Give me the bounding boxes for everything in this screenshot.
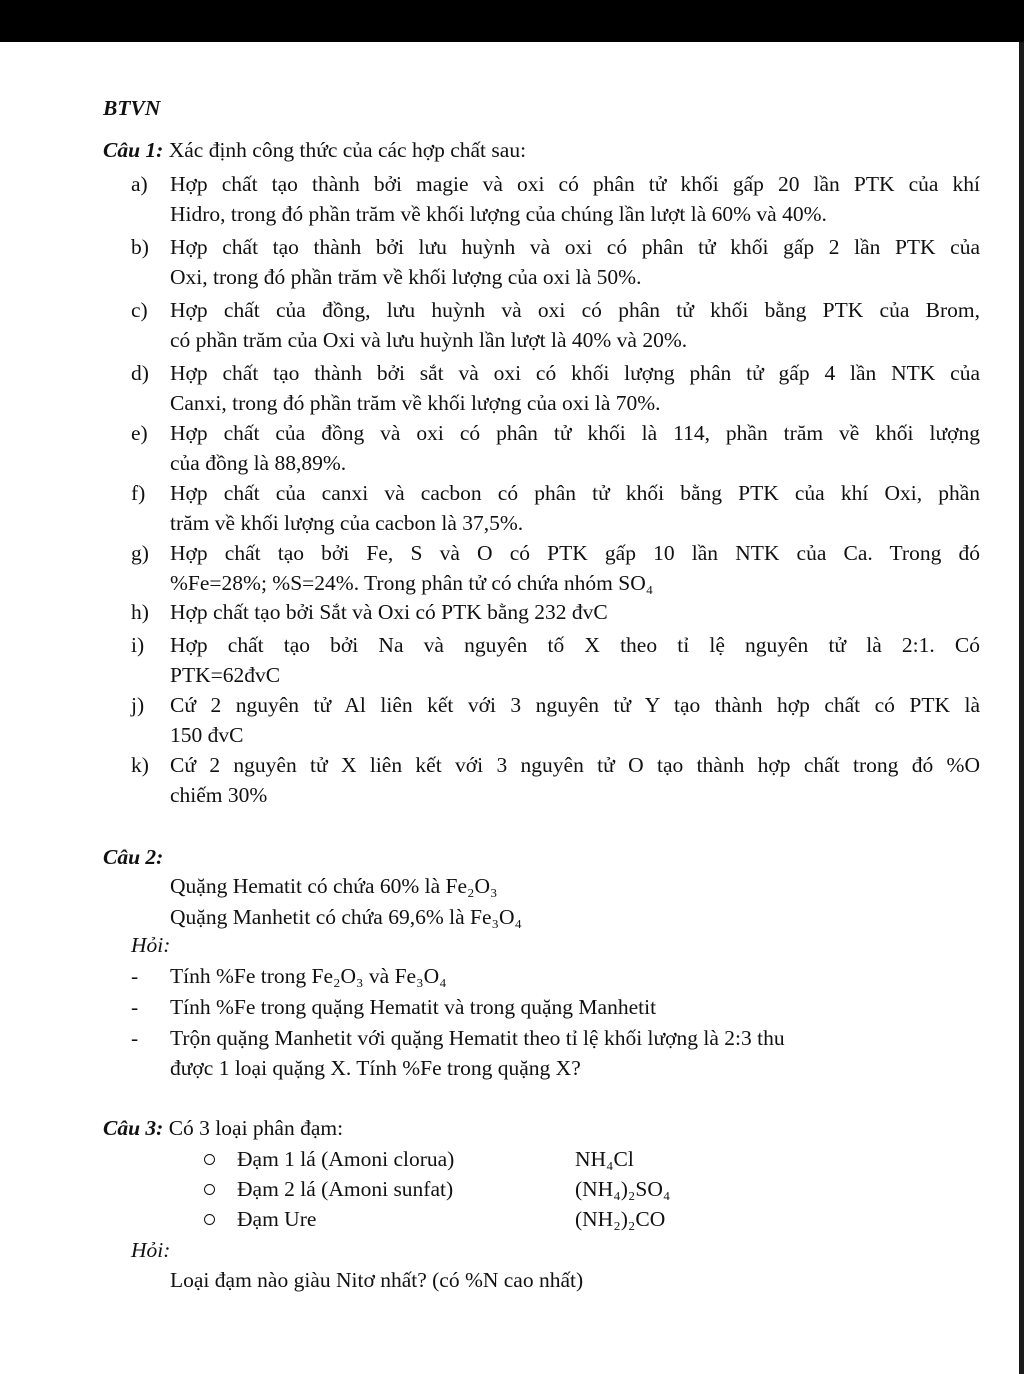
item-text-line-1: Hợp chất tạo thành bởi lưu huỳnh và oxi có phân tử khối gấp 2 lần PTK của xyxy=(170,235,980,259)
top-black-bar xyxy=(0,0,1024,42)
fertilizer-formula: (NH₂)₂CO xyxy=(575,1207,666,1231)
fertilizer-name: Đạm 1 lá (Amoni clorua) xyxy=(237,1147,455,1171)
item-key: b) xyxy=(131,235,149,259)
question-2-bullet: Trộn quặng Manhetit với quặng Hematit theo tỉ lệ khối lượng là 2:3 thu xyxy=(170,1026,785,1050)
item-text-line-2: có phần trăm của Oxi và lưu huỳnh lần lượt là 40% và 20%. xyxy=(170,328,688,352)
fertilizer-name: Đạm 2 lá (Amoni sunfat) xyxy=(237,1177,454,1201)
question-2-label: Câu 2: xyxy=(103,845,164,869)
question-3-heading xyxy=(103,1114,343,1142)
item-key: d) xyxy=(131,361,149,385)
fertilizer-formula: (NH₄)₂SO₄ xyxy=(575,1177,671,1201)
question-3-prompt: Có 3 loại phân đạm: xyxy=(168,1116,344,1140)
item-text-line-1: Hợp chất tạo thành bởi sắt và oxi có khối lượng phân tử gấp 4 lần NTK của xyxy=(170,361,980,385)
item-text-line-2: chiếm 30% xyxy=(170,783,268,807)
item-key: c) xyxy=(131,298,148,322)
item-key: i) xyxy=(131,633,145,657)
item-text-line-1: Cứ 2 nguyên tử Al liên kết với 3 nguyên tử Y tạo thành hợp chất có PTK là xyxy=(170,693,980,717)
question-3-question: Loại đạm nào giàu Nitơ nhất? (có %N cao nhất) xyxy=(170,1268,584,1292)
bullet-dash: - xyxy=(131,1026,139,1050)
item-text-line-2: PTK=62đvC xyxy=(170,663,281,687)
item-text-line-2: %Fe=28%; %S=24%. Trong phân tử có chứa nhóm SO₄ xyxy=(170,571,654,595)
question-3-ask: Hỏi: xyxy=(131,1238,171,1262)
item-key: k) xyxy=(131,753,149,777)
hematit-line: Quặng Hematit có chứa 60% là Fe₂O₃ xyxy=(170,874,498,898)
question-1-label: Câu 1: xyxy=(103,138,164,162)
circle-bullet-icon xyxy=(204,1154,215,1165)
item-text-line-2: Hidro, trong đó phần trăm về khối lượng của chúng lần lượt là 60% và 40%. xyxy=(170,202,827,226)
item-key: j) xyxy=(131,693,145,717)
question-2-ask: Hỏi: xyxy=(131,933,171,957)
question-2-bullet-continuation: được 1 loại quặng X. Tính %Fe trong quặng X? xyxy=(170,1056,581,1080)
item-text-line-2: của đồng là 88,89%. xyxy=(170,451,347,475)
item-text-line-1: Hợp chất của đồng và oxi có phân tử khối là 114, phần trăm về khối lượng xyxy=(170,421,980,445)
item-text-line-2: Oxi, trong đó phần trăm về khối lượng của oxi là 50%. xyxy=(170,265,642,289)
circle-bullet-icon xyxy=(204,1214,215,1225)
question-1-heading xyxy=(103,136,526,164)
item-key: f) xyxy=(131,481,146,505)
manhetit-line: Quặng Manhetit có chứa 69,6% là Fe₃O₄ xyxy=(170,905,523,929)
question-2-bullet: Tính %Fe trong Fe₂O₃ và Fe₃O₄ xyxy=(170,964,447,988)
page-title: BTVN xyxy=(103,96,161,120)
question-1-prompt: Xác định công thức của các hợp chất sau: xyxy=(168,138,527,162)
item-text-line-1: Hợp chất tạo bởi Na và nguyên tố X theo tỉ lệ nguyên tử là 2:1. Có xyxy=(170,633,980,657)
item-key: g) xyxy=(131,541,149,565)
circle-bullet-icon xyxy=(204,1184,215,1195)
item-key: a) xyxy=(131,172,148,196)
item-key: e) xyxy=(131,421,148,445)
fertilizer-name: Đạm Ure xyxy=(237,1207,317,1231)
item-text-line-1: Hợp chất tạo bởi Fe, S và O có PTK gấp 10 lần NTK của Ca. Trong đó xyxy=(170,541,980,565)
item-text-line-1: Hợp chất của đồng, lưu huỳnh và oxi có phân tử khối bằng PTK của Brom, xyxy=(170,298,980,322)
fertilizer-formula: NH₄Cl xyxy=(575,1147,634,1171)
item-text-line-2: 150 đvC xyxy=(170,723,244,747)
item-text-line-2: trăm về khối lượng của cacbon là 37,5%. xyxy=(170,511,524,535)
item-text-line-1: Hợp chất của canxi và cacbon có phân tử khối bằng PTK của khí Oxi, phần xyxy=(170,481,980,505)
bullet-dash: - xyxy=(131,995,139,1019)
item-key: h) xyxy=(131,600,149,624)
item-text-line-2: Canxi, trong đó phần trăm về khối lượng của oxi là 70%. xyxy=(170,391,661,415)
right-edge-shadow xyxy=(1019,42,1024,1374)
question-2-bullet: Tính %Fe trong quặng Hematit và trong quặng Manhetit xyxy=(170,995,657,1019)
item-text-line-1: Hợp chất tạo thành bởi magie và oxi có phân tử khối gấp 20 lần PTK của khí xyxy=(170,172,980,196)
question-3-label: Câu 3: xyxy=(103,1116,164,1140)
bullet-dash: - xyxy=(131,964,139,988)
item-text-line-1: Cứ 2 nguyên tử X liên kết với 3 nguyên tử O tạo thành hợp chất trong đó %O xyxy=(170,753,980,777)
item-text-line-1: Hợp chất tạo bởi Sắt và Oxi có PTK bằng 232 đvC xyxy=(170,600,608,624)
